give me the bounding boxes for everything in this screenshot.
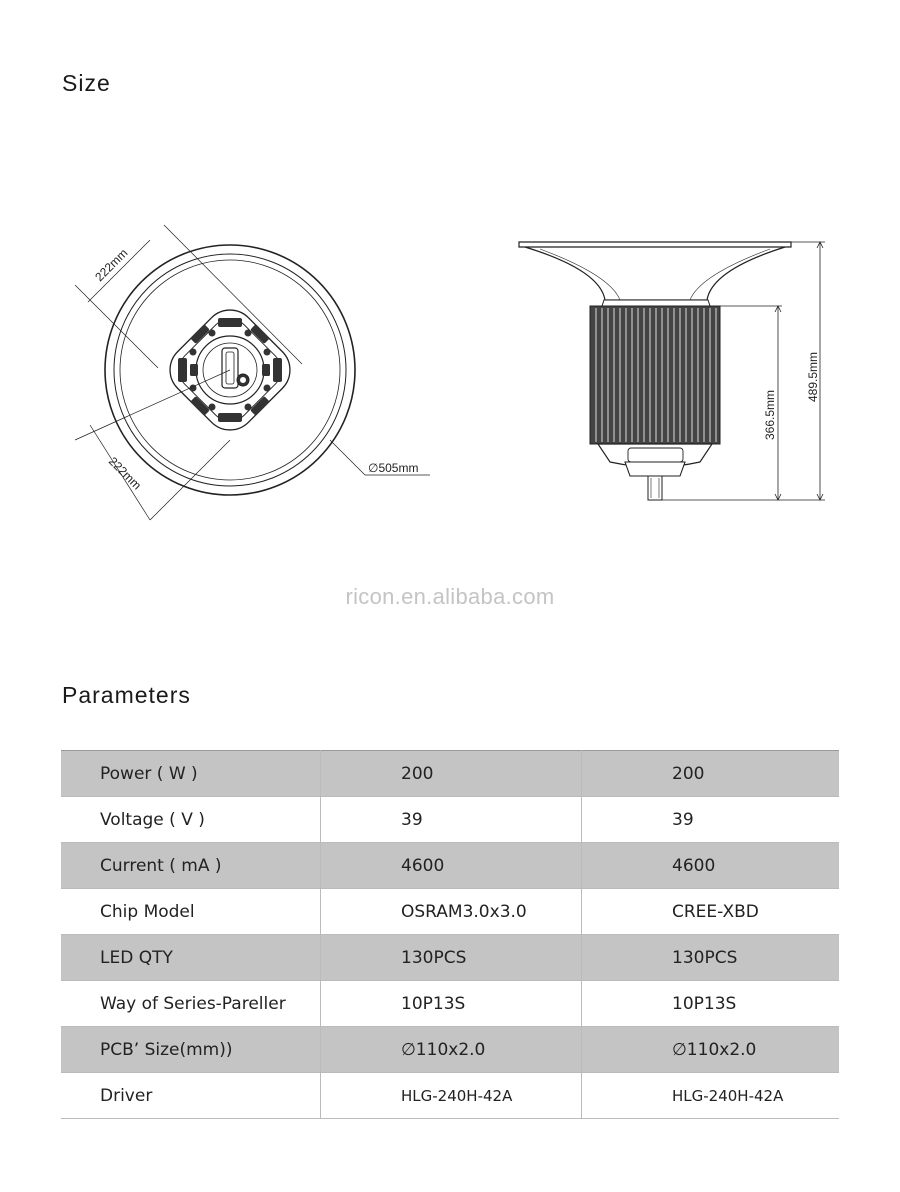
table-row <box>61 889 839 935</box>
param-value-1: 200 <box>321 751 582 797</box>
top-view-lower-dimension: 222mm <box>105 454 145 493</box>
param-label: Driver <box>61 1073 321 1119</box>
size-heading: Size <box>62 70 111 96</box>
param-value-1: 130PCS <box>321 935 582 981</box>
table-row <box>61 935 839 981</box>
param-label: Way of Series-Pareller <box>61 981 321 1027</box>
dimension-drawing <box>0 190 900 530</box>
param-value-1: 39 <box>321 797 582 843</box>
param-value-2: 10P13S <box>582 981 840 1027</box>
param-value-2: 130PCS <box>582 935 840 981</box>
parameters-heading: Parameters <box>62 682 191 708</box>
diameter-dimension: ∅505mm <box>368 461 419 475</box>
param-label: LED QTY <box>61 935 321 981</box>
table-row <box>61 843 839 889</box>
param-value-1: OSRAM3.0x3.0 <box>321 889 582 935</box>
param-value-2: HLG-240H-42A <box>582 1073 840 1119</box>
param-value-1: 4600 <box>321 843 582 889</box>
table-row <box>61 751 839 797</box>
param-value-2: 200 <box>582 751 840 797</box>
param-value-1: 10P13S <box>321 981 582 1027</box>
watermark: ricon.en.alibaba.com <box>345 584 555 609</box>
table-row <box>61 797 839 843</box>
param-label: Chip Model <box>61 889 321 935</box>
param-value-2: ∅110x2.0 <box>582 1027 840 1073</box>
table-row <box>61 981 839 1027</box>
table-row <box>61 1073 839 1119</box>
total-height-dimension: 489.5mm <box>806 351 820 402</box>
side-view-drawing <box>519 242 825 500</box>
param-value-2: 4600 <box>582 843 840 889</box>
param-label: Voltage ( V ) <box>61 797 321 843</box>
param-value-2: 39 <box>582 797 840 843</box>
param-value-1: HLG-240H-42A <box>321 1073 582 1119</box>
param-label: Power ( W ) <box>61 751 321 797</box>
param-label: PCB’ Size(mm)) <box>61 1027 321 1073</box>
table-row <box>61 1027 839 1073</box>
body-height-dimension: 366.5mm <box>763 389 777 440</box>
top-view-upper-dimension: 222mm <box>92 245 131 285</box>
param-label: Current ( mA ) <box>61 843 321 889</box>
param-value-2: CREE-XBD <box>582 889 840 935</box>
param-value-1: ∅110x2.0 <box>321 1027 582 1073</box>
parameters-table <box>61 750 839 1119</box>
